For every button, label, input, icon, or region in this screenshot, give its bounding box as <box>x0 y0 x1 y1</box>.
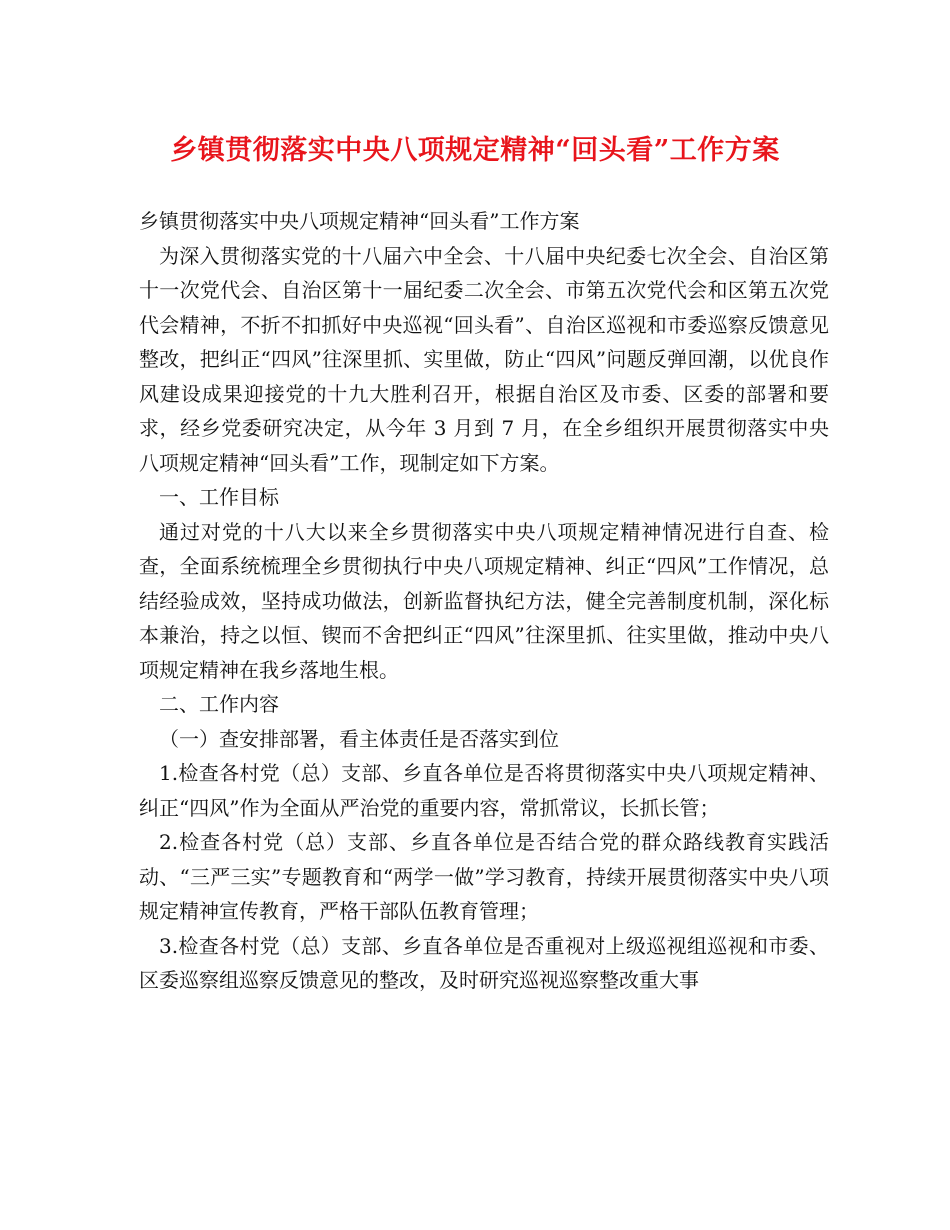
list-item: 2.检查各村党（总）支部、乡直各单位是否结合党的群众路线教育实践活动、“三严三实”专题教育和“两学一做”学习教育，持续开展贯彻落实中央八项规定精神宣传教育，严格干部队伍教育管理； <box>139 830 829 923</box>
document-body <box>139 204 829 998</box>
list-item: 3.检查各村党（总）支部、乡直各单位是否重视对上级巡视组巡视和市委、区委巡察组巡察反馈意见的整改，及时研究巡视巡察整改重大事 <box>139 933 829 992</box>
section-heading: 二、工作内容 <box>159 692 279 716</box>
list-item: 1.检查各村党（总）支部、乡直各单位是否将贯彻落实中央八项规定精神、纠正“四风”作为全面从严治党的重要内容，常抓常议，长抓长管； <box>139 761 829 820</box>
paragraph: 为深入贯彻落实党的十八届六中全会、十八届中央纪委七次全会、自治区第十一次党代会、自治区第十一届纪委二次全会、市第五次党代会和区第五次党代会精神，不折不扣抓好中央巡视“回头看”、自治区巡视和市委巡察反馈意见整改，把纠正“四风”往深里抓、实里做，防止“四风”问题反弹回潮，以优良作风建设成果迎接党的十九大胜利召开，根据自治区及市委、区委的部署和要求，经乡党委研究决定，从今年 3 月到 7 月，在全乡组织开展贯彻落实中央八项规定精神“回头看”工作，现制定如下方案。 <box>139 243 829 475</box>
section-heading: 一、工作目标 <box>159 485 279 509</box>
paragraph: 通过对党的十八大以来全乡贯彻落实中央八项规定精神情况进行自查、检查，全面系统梳理全乡贯彻执行中央八项规定精神、纠正“四风”工作情况，总结经验成效，坚持成功做法，创新监督执纪方法，健全完善制度机制，深化标本兼治，持之以恒、锲而不舍把纠正“四风”往深里抓、往实里做，推动中央八项规定精神在我乡落地生根。 <box>139 519 829 682</box>
subsection-heading: （一）查安排部署，看主体责任是否落实到位 <box>159 726 559 751</box>
document-title: 乡镇贯彻落实中央八项规定精神“回头看”工作方案 <box>170 135 780 166</box>
paragraph: 乡镇贯彻落实中央八项规定精神“回头看”工作方案 <box>139 209 580 233</box>
